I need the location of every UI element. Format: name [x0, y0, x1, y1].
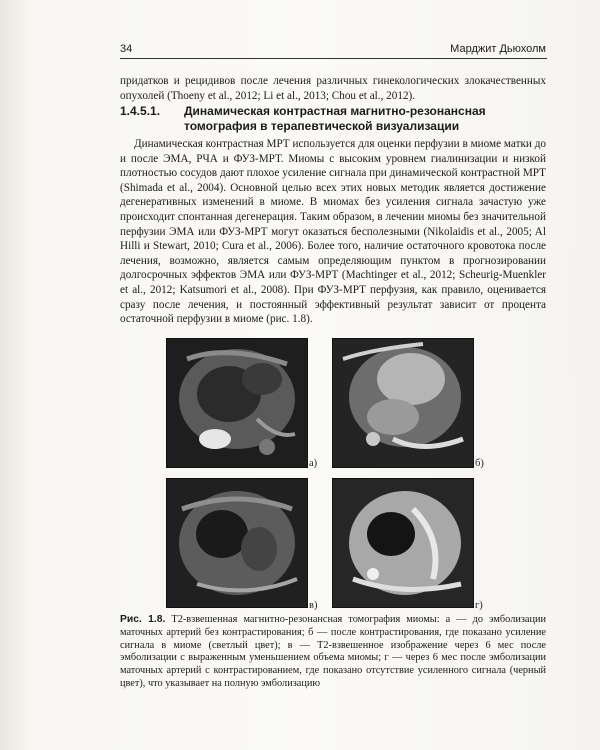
header-rule: [120, 58, 547, 59]
section-number: 1.4.5.1.: [120, 104, 161, 118]
caption-text: Т2-взвешенная магнитно-резонансная томография миомы: а — до эмболизации маточных артерий без контрастирования; б — после контрастирования, где показано усиление сигнала в миоме (светлый цвет); в — Т2-взвешенное изображение через 6 мес после эмболизации с выраженным уменьшением объема миомы; г — через 6 мес после эмболизации маточных артерий с контрастированием, где показано отсутствие усиленного сигнала (черный цвет), что указывает на полную эмболизацию: [120, 614, 547, 689]
mri-panel-c: [166, 478, 308, 608]
mri-panel-a: [166, 338, 308, 468]
intro-paragraph: придатков и рецидивов после лечения различных гинекологических злокачественных опухолей (Thoeny et al., 2012; Li et al., 2013; Chou et al., 2012).: [120, 75, 546, 102]
body-paragraph: Динамическая контрастная МРТ используется для оценки перфузии в миоме матки до и после ЭМА, РЧА и ФУЗ-МРТ. Миомы с высоким уровнем гиалинизации и низкой плотностью сосудов дают плохое усиление сигнала при динамической контрастной МРТ (Shimada et al., 2004). Основной целью всех этих новых методик является достижение дегенеративных изменений в миоме. В миомах без усиления сигнала зачастую уже происходит спонтанная дегенерация. Таким образом, в лечении миомы без значительной перфузии ЭМА или ФУЗ-МРТ могут оказаться бесполезными (Nikolaidis et al., 2005; Al Hilli и Stewart, 2010; Cura et al., 2006). Более того, наличие остаточного кровотока после лечения, возможно, является самым определяющим пунктом в прогнозировании долгосрочных эффектов ЭМА или ФУЗ-МРТ (Machtinger et al., 2012; Scheurig-Muenkler et al., 2012; Katsumori et al., 2008). При ФУЗ-МРТ перфузия, как правило, оценивается сразу после лечения, и постоянный эффективный результат зависит от процента остаточной перфузии в миоме (рис. 1.8).: [120, 138, 546, 326]
section-title: Динамическая контрастная магнитно-резонансная томография в терапевтической визуализации: [184, 104, 486, 133]
panel-label-a: а): [309, 458, 318, 469]
mri-panel-b: [332, 338, 474, 468]
panel-label-c: в): [309, 600, 318, 611]
running-header: [120, 43, 546, 55]
section-heading: [120, 104, 546, 133]
mri-panel-d: [332, 478, 474, 608]
page-number: 34: [120, 43, 133, 55]
running-title: Марджит Дьюхолм: [450, 43, 546, 55]
panel-label-d: г): [475, 600, 483, 611]
figure-caption: [120, 614, 546, 691]
panel-label-b: б): [475, 458, 484, 469]
caption-label: Рис. 1.8.: [120, 614, 166, 625]
